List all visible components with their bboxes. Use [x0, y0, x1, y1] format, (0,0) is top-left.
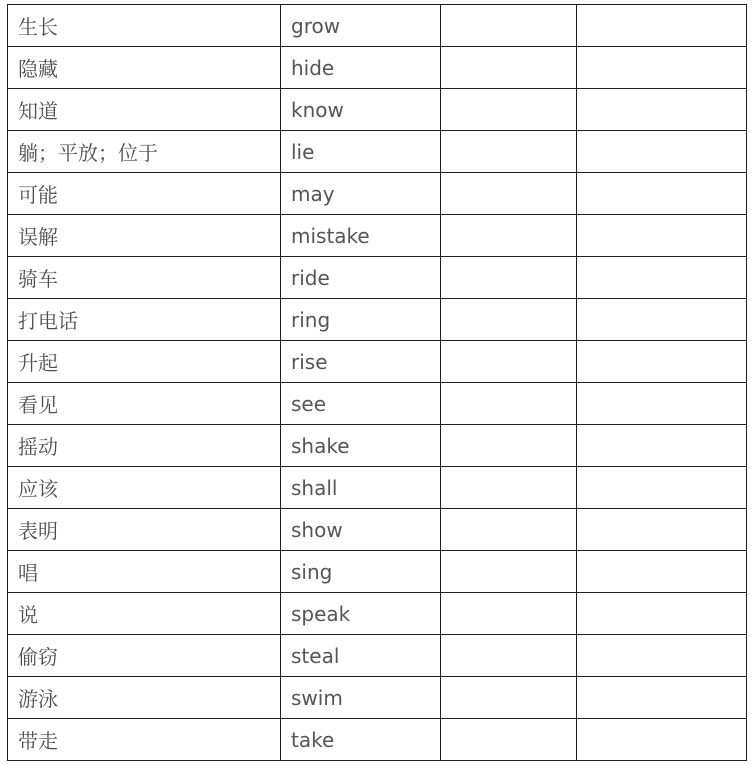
chinese-meaning-cell: 唱	[8, 551, 281, 593]
english-word-cell: see	[281, 383, 441, 425]
blank-answer-cell	[441, 677, 577, 719]
blank-answer-cell	[577, 425, 747, 467]
blank-answer-cell	[441, 131, 577, 173]
blank-answer-cell	[577, 635, 747, 677]
chinese-meaning-cell: 隐藏	[8, 47, 281, 89]
english-word-cell: hide	[281, 47, 441, 89]
blank-answer-cell	[441, 635, 577, 677]
chinese-meaning-cell: 应该	[8, 467, 281, 509]
chinese-meaning-cell: 骑车	[8, 257, 281, 299]
english-word-cell: swim	[281, 677, 441, 719]
blank-answer-cell	[577, 89, 747, 131]
blank-answer-cell	[441, 257, 577, 299]
blank-answer-cell	[441, 425, 577, 467]
table-row	[8, 299, 747, 341]
blank-answer-cell	[441, 467, 577, 509]
table-row	[8, 551, 747, 593]
chinese-meaning-cell: 摇动	[8, 425, 281, 467]
table-row	[8, 383, 747, 425]
blank-answer-cell	[441, 551, 577, 593]
table-row	[8, 425, 747, 467]
blank-answer-cell	[577, 173, 747, 215]
table-row	[8, 719, 747, 761]
blank-answer-cell	[441, 593, 577, 635]
blank-answer-cell	[441, 5, 577, 47]
blank-answer-cell	[441, 509, 577, 551]
english-word-cell: steal	[281, 635, 441, 677]
table-row	[8, 131, 747, 173]
blank-answer-cell	[441, 719, 577, 761]
chinese-meaning-cell: 说	[8, 593, 281, 635]
chinese-meaning-cell: 生长	[8, 5, 281, 47]
chinese-meaning-cell: 带走	[8, 719, 281, 761]
english-word-cell: ring	[281, 299, 441, 341]
chinese-meaning-cell: 躺；平放；位于	[8, 131, 281, 173]
vocabulary-sheet	[7, 4, 747, 761]
blank-answer-cell	[577, 467, 747, 509]
blank-answer-cell	[577, 551, 747, 593]
english-word-cell: speak	[281, 593, 441, 635]
chinese-meaning-cell: 游泳	[8, 677, 281, 719]
blank-answer-cell	[577, 131, 747, 173]
table-row	[8, 509, 747, 551]
blank-answer-cell	[577, 719, 747, 761]
blank-answer-cell	[441, 89, 577, 131]
table-row	[8, 677, 747, 719]
blank-answer-cell	[577, 677, 747, 719]
chinese-meaning-cell: 看见	[8, 383, 281, 425]
table-row	[8, 257, 747, 299]
english-word-cell: rise	[281, 341, 441, 383]
english-word-cell: mistake	[281, 215, 441, 257]
blank-answer-cell	[441, 47, 577, 89]
chinese-meaning-cell: 打电话	[8, 299, 281, 341]
table-row	[8, 215, 747, 257]
english-word-cell: shall	[281, 467, 441, 509]
table-row	[8, 635, 747, 677]
english-word-cell: show	[281, 509, 441, 551]
blank-answer-cell	[441, 215, 577, 257]
english-word-cell: may	[281, 173, 441, 215]
english-word-cell: know	[281, 89, 441, 131]
english-word-cell: take	[281, 719, 441, 761]
chinese-meaning-cell: 知道	[8, 89, 281, 131]
blank-answer-cell	[577, 215, 747, 257]
english-word-cell: shake	[281, 425, 441, 467]
english-word-cell: grow	[281, 5, 441, 47]
table-row	[8, 593, 747, 635]
blank-answer-cell	[441, 383, 577, 425]
blank-answer-cell	[577, 47, 747, 89]
chinese-meaning-cell: 偷窃	[8, 635, 281, 677]
table-row	[8, 89, 747, 131]
blank-answer-cell	[577, 299, 747, 341]
blank-answer-cell	[441, 341, 577, 383]
chinese-meaning-cell: 表明	[8, 509, 281, 551]
table-row	[8, 173, 747, 215]
blank-answer-cell	[577, 593, 747, 635]
table-row	[8, 5, 747, 47]
english-word-cell: lie	[281, 131, 441, 173]
blank-answer-cell	[577, 383, 747, 425]
table-row	[8, 467, 747, 509]
table-row	[8, 47, 747, 89]
vocabulary-table	[7, 4, 747, 761]
chinese-meaning-cell: 误解	[8, 215, 281, 257]
blank-answer-cell	[577, 257, 747, 299]
english-word-cell: ride	[281, 257, 441, 299]
vocabulary-table-body	[8, 5, 747, 761]
chinese-meaning-cell: 可能	[8, 173, 281, 215]
blank-answer-cell	[441, 299, 577, 341]
blank-answer-cell	[577, 341, 747, 383]
blank-answer-cell	[577, 5, 747, 47]
blank-answer-cell	[577, 509, 747, 551]
english-word-cell: sing	[281, 551, 441, 593]
chinese-meaning-cell: 升起	[8, 341, 281, 383]
blank-answer-cell	[441, 173, 577, 215]
table-row	[8, 341, 747, 383]
